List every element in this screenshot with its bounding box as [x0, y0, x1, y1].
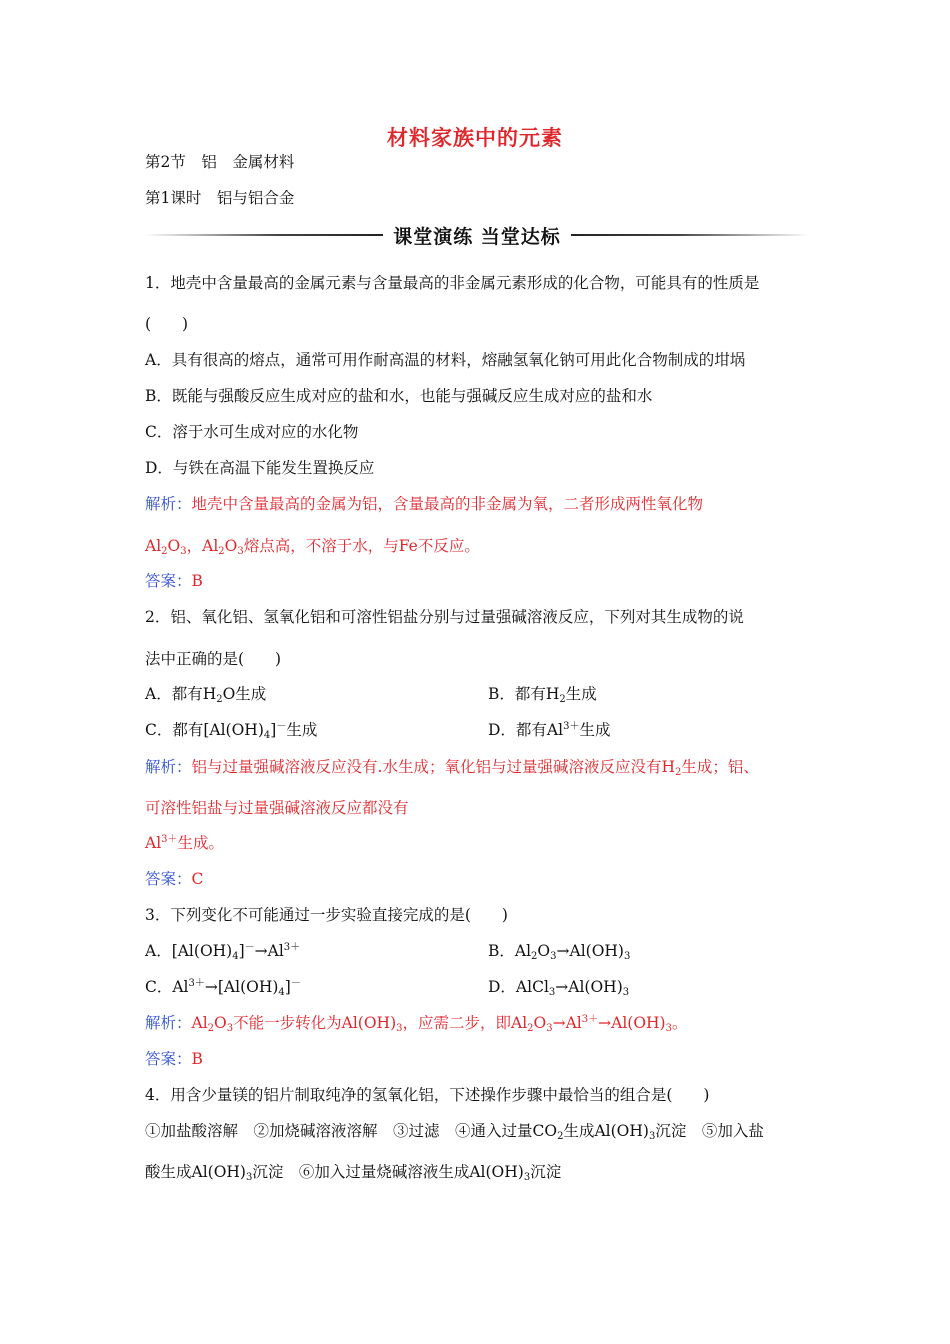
q3-option-c: C．$Al^{3+}\to[Al(OH)_4]^-$	[145, 978, 301, 998]
document-title: 材料家族中的元素	[387, 125, 563, 150]
q2-analysis-text: 铝与过量强碱溶液反应没有.水生成；氧化铝与过量强碱溶液反应没有$H_2$生成；铝、	[191, 758, 759, 778]
q3-answer	[145, 1049, 203, 1069]
q2-analysis-line3: $Al^{3+}$生成。	[145, 834, 225, 852]
q2-analysis-label: 解析：	[145, 758, 192, 776]
q2-stem: 2．铝、氧化铝、氢氧化铝和可溶性铝盐分别与过量强碱溶液反应，下列对其生成物的说	[145, 608, 744, 626]
q1-option-d: D．与铁在高温下能发生置换反应	[145, 459, 375, 477]
q3-analysis-text: $Al_2O_3$不能一步转化为$Al(OH)_3$，应需二步，即$Al_2O_3\to Al^{3+}\to Al(OH)_3$。	[191, 1014, 688, 1034]
q2-option-a: A．都有$H_2O$生成	[145, 685, 267, 705]
q2-stem-line2: 法中正确的是( )	[145, 650, 282, 668]
q3-analysis-label: 解析：	[145, 1014, 192, 1032]
section-banner	[145, 220, 809, 250]
q1-answer-label: 答案：	[145, 572, 192, 590]
banner-title: 课堂演练 当堂达标	[393, 226, 561, 248]
q1-paren: ( )	[145, 315, 189, 333]
q2-options-ab	[145, 684, 597, 705]
lesson-heading: 第1课时 铝与铝合金	[145, 189, 295, 207]
q2-analysis-line2: 可溶性铝盐与过量强碱溶液反应都没有	[145, 799, 409, 817]
q3-answer-value: B	[191, 1050, 203, 1068]
q2-option-b: B．都有$H_2$生成	[488, 685, 597, 705]
q3-analysis	[145, 1013, 688, 1033]
q4-steps-line2: 酸生成$Al(OH)_3$沉淀 ⑥加入过量烧碱溶液生成$Al(OH)_3$沉淀	[145, 1163, 562, 1183]
q3-option-d: D．$AlCl_3\to Al(OH)_3$	[488, 978, 630, 998]
q1-option-a: A．具有很高的熔点，通常可用作耐高温的材料，熔融氢氧化钠可用此化合物制成的坩埚	[145, 351, 746, 369]
q1-analysis	[145, 494, 703, 514]
q2-analysis	[145, 757, 759, 777]
q2-option-c: C．都有$[Al(OH)_4]^-$生成	[145, 721, 318, 741]
banner-rule-right	[571, 234, 809, 236]
q1-analysis-label: 解析：	[145, 495, 192, 513]
q3-option-b: B．$Al_2O_3\to Al(OH)_3$	[488, 942, 631, 962]
q3-options-cd	[145, 977, 630, 998]
q2-option-d: D．都有$Al^{3+}$生成	[488, 721, 611, 739]
q1-option-c: C．溶于水可生成对应的水化物	[145, 423, 359, 441]
q1-stem: 1．地壳中含量最高的金属元素与含量最高的非金属元素形成的化合物，可能具有的性质是	[145, 274, 760, 292]
q3-options-ab	[145, 941, 631, 962]
q2-answer	[145, 869, 203, 889]
q1-analysis-line2: $Al_2O_3$，$Al_2O_3$熔点高，不溶于水，与Fe不反应。	[145, 537, 480, 557]
q1-analysis-text: 地壳中含量最高的金属为铝，含量最高的非金属为氧，二者形成两性氧化物	[191, 495, 704, 513]
q1-option-b: B．既能与强酸反应生成对应的盐和水，也能与强碱反应生成对应的盐和水	[145, 387, 653, 405]
q2-answer-label: 答案：	[145, 870, 192, 888]
q1-answer	[145, 571, 203, 591]
q3-answer-label: 答案：	[145, 1050, 192, 1068]
q2-options-cd	[145, 720, 611, 741]
q4-stem: 4．用含少量镁的铝片制取纯净的氢氧化铝，下述操作步骤中最恰当的组合是( )	[145, 1086, 710, 1104]
q3-stem: 3．下列变化不可能通过一步实验直接完成的是( )	[145, 906, 508, 924]
q4-steps-line1: ①加盐酸溶解 ②加烧碱溶液溶解 ③过滤 ④通入过量$CO_2$生成$Al(OH)_3$沉淀 ⑤加入盐	[145, 1122, 764, 1142]
section-heading: 第2节 铝 金属材料	[145, 153, 295, 171]
q3-option-a: A．$[Al(OH)_4]^-\to Al^{3+}$	[145, 942, 301, 962]
q2-answer-value: C	[191, 870, 204, 888]
q1-answer-value: B	[191, 572, 203, 590]
